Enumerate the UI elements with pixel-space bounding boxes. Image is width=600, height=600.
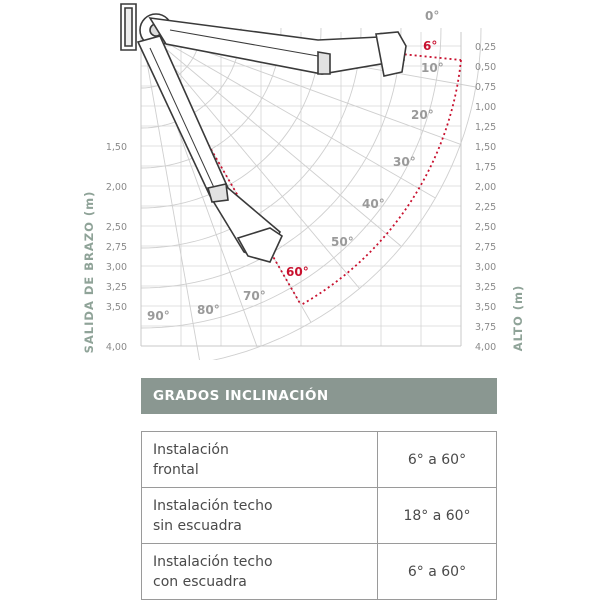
right-tick-label: 4,00 (475, 342, 497, 353)
left-tick-label: 3,00 (105, 262, 127, 273)
axis-left-title: SALIDA DE BRAZO (m) (82, 190, 96, 354)
right-tick-label: 2,00 (475, 182, 497, 193)
row-label (142, 488, 378, 544)
row-label-line1: Instalación (153, 441, 229, 458)
inclination-table (141, 431, 497, 600)
row-label-line2: frontal (153, 461, 199, 478)
right-tick-label: 0,50 (475, 62, 497, 73)
left-tick-label: 4,00 (105, 342, 127, 353)
angle-label: 40° (362, 197, 385, 211)
angle-label: 30° (393, 155, 416, 169)
right-tick-label: 2,25 (475, 202, 497, 213)
table-row (142, 544, 497, 600)
angle-label: 80° (197, 303, 220, 317)
left-tick-label: 3,50 (105, 302, 127, 313)
row-label-line1: Instalación techo (153, 553, 273, 570)
axis-right-title: ALTO (m) (511, 284, 525, 352)
right-tick-label: 1,75 (475, 162, 497, 173)
row-label (142, 544, 378, 600)
left-tick-label: 2,75 (105, 242, 127, 253)
row-value: 6° a 60° (378, 432, 497, 488)
row-value: 6° a 60° (378, 544, 497, 600)
angle-label: 0° (425, 9, 440, 23)
right-tick-label: 1,25 (475, 122, 497, 133)
right-tick-label: 0,25 (475, 42, 497, 53)
left-tick-labels (106, 142, 127, 353)
row-label-line2: sin escuadra (153, 517, 242, 534)
angle-arcs (141, 28, 481, 360)
limit-label-6: 6° (423, 39, 438, 53)
awning-arm-60deg (138, 36, 282, 262)
left-tick-label: 2,00 (105, 182, 127, 193)
right-tick-label: 2,50 (475, 222, 497, 233)
left-tick-label: 2,50 (105, 222, 127, 233)
row-value: 18° a 60° (378, 488, 497, 544)
row-label-line1: Instalación techo (153, 497, 273, 514)
angle-arc (141, 28, 481, 360)
right-tick-label: 3,00 (475, 262, 497, 273)
row-label-line2: con escuadra (153, 573, 247, 590)
angle-label: 10° (421, 61, 444, 75)
row-label (142, 432, 378, 488)
right-tick-label: 2,75 (475, 242, 497, 253)
angle-label: 50° (331, 235, 354, 249)
left-tick-label: 3,25 (105, 282, 127, 293)
angle-label: 90° (147, 309, 170, 323)
table-row (142, 488, 497, 544)
right-tick-labels (475, 42, 496, 353)
right-tick-label: 0,75 (475, 82, 497, 93)
angle-label: 70° (243, 289, 266, 303)
right-tick-label: 3,50 (475, 302, 497, 313)
right-tick-label: 3,25 (475, 282, 497, 293)
right-tick-label: 1,00 (475, 102, 497, 113)
table-title: GRADOS INCLINACIÓN (141, 378, 497, 414)
right-tick-label: 3,75 (475, 322, 497, 333)
right-tick-label: 1,50 (475, 142, 497, 153)
left-tick-label: 1,50 (105, 142, 127, 153)
limit-label-60: 60° (286, 265, 309, 279)
table-row (142, 432, 497, 488)
angle-label: 20° (411, 108, 434, 122)
